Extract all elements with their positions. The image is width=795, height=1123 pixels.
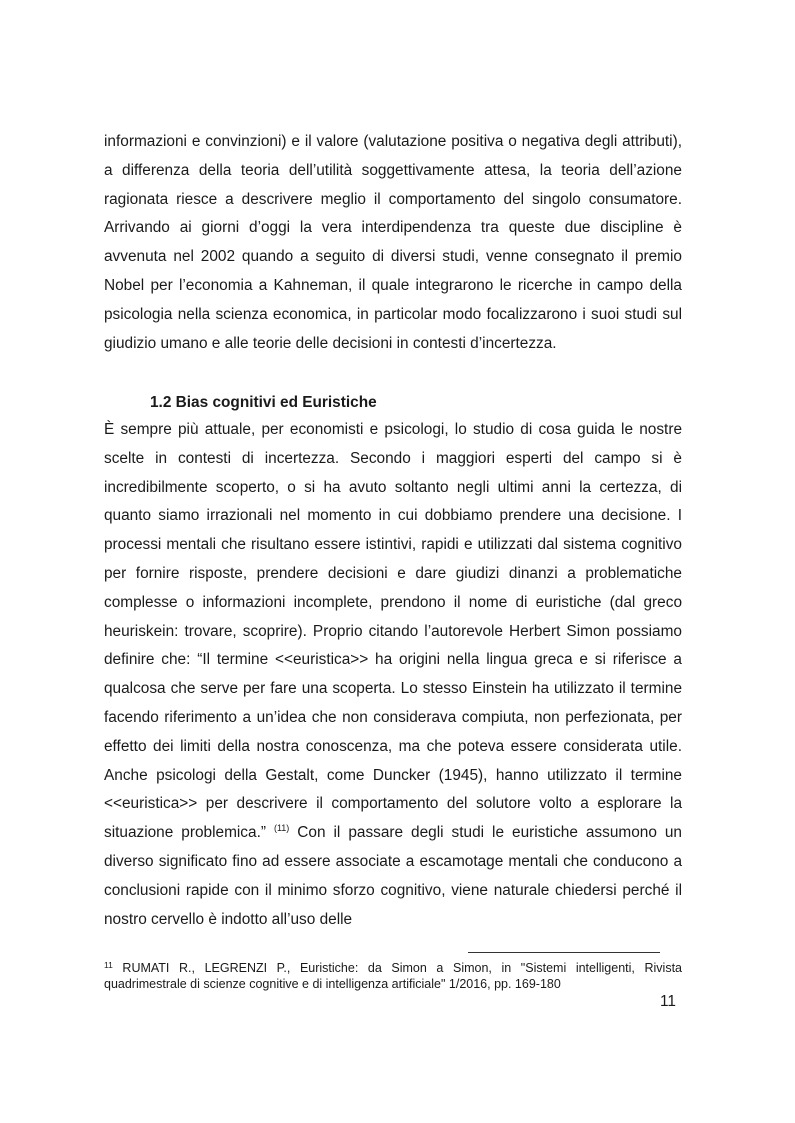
- footnote-number: 11: [104, 960, 113, 970]
- section-heading: 1.2 Bias cognitivi ed Euristiche: [150, 394, 377, 411]
- body-paragraph: [104, 416, 682, 934]
- citation-marker: (11): [273, 823, 290, 834]
- paragraph-text: Con il passare degli studi le euristiche assumono un diverso significato fino ad essere associate a escamotage mentali che conducono a conclusioni rapide con il minimo sforzo cognitivo, viene naturale chiedersi perché il nostro cervello è indotto all’uso delle: [104, 824, 682, 928]
- page-number: 11: [660, 993, 676, 1010]
- footnote-separator: [468, 952, 660, 953]
- footnote: [104, 960, 682, 992]
- paragraph-text: È sempre più attuale, per economisti e psicologi, lo studio di cosa guida le nostre scelte in contesti di incertezza. Secondo i maggiori esperti del campo si è incredibilmente scoperto, o si ha avuto soltanto negli ultimi anni la certezza, di quanto siamo irrazionali nel momento in cui dobbiamo prendere una decisione. I processi mentali che risultano essere istintivi, rapidi e utilizzati dal sistema cognitivo per fornire risposte, prendere decisioni e dare giudizi dinanzi a problematiche complesse o informazioni incomplete, prendono il nome di euristiche (dal greco heuriskein: trovare, scoprire). Proprio citando l’autorevole Herbert Simon possiamo definire che: “Il termine <<euristica>> ha origini nella lingua greca e si riferisce a qualcosa che serve per fare una scoperta. Lo stesso Einstein ha utilizzato il termine facendo riferimento a un’idea che non considerava compiuta, non perfezionata, per effetto dei limiti della nostra conoscenza, ma che poteva essere considerata utile. Anche psicologi della Gestalt, come Duncker (1945), hanno utilizzato il termine <<euristica>> per descrivere il comportamento del solutore volto a esplorare la situazione problemica.”: [104, 421, 682, 842]
- body-paragraph: informazioni e convinzioni) e il valore (valutazione positiva o negativa degli attributi), a differenza della teoria dell’utilità soggettivamente attesa, la teoria dell’azione ragionata riesce a descrivere meglio il comportamento del singolo consumatore. Arrivando ai giorni d’oggi la vera interdipendenza tra queste due discipline è avvenuta nel 2002 quando a seguito di diversi studi, venne consegnato il premio Nobel per l’economia a Kahneman, il quale integrarono le ricerche in campo della psicologia nella scienza economica, in particolar modo focalizzarono i suoi studi sul giudizio umano e alle teorie delle decisioni in contesti d’incertezza.: [104, 133, 682, 352]
- footnote-text: RUMATI R., LEGRENZI P., Euristiche: da Simon a Simon, in "Sistemi intelligenti, Rivista quadrimestrale di scienze cognitive e di intelligenza artificiale" 1/2016, pp. 169-180: [104, 961, 682, 991]
